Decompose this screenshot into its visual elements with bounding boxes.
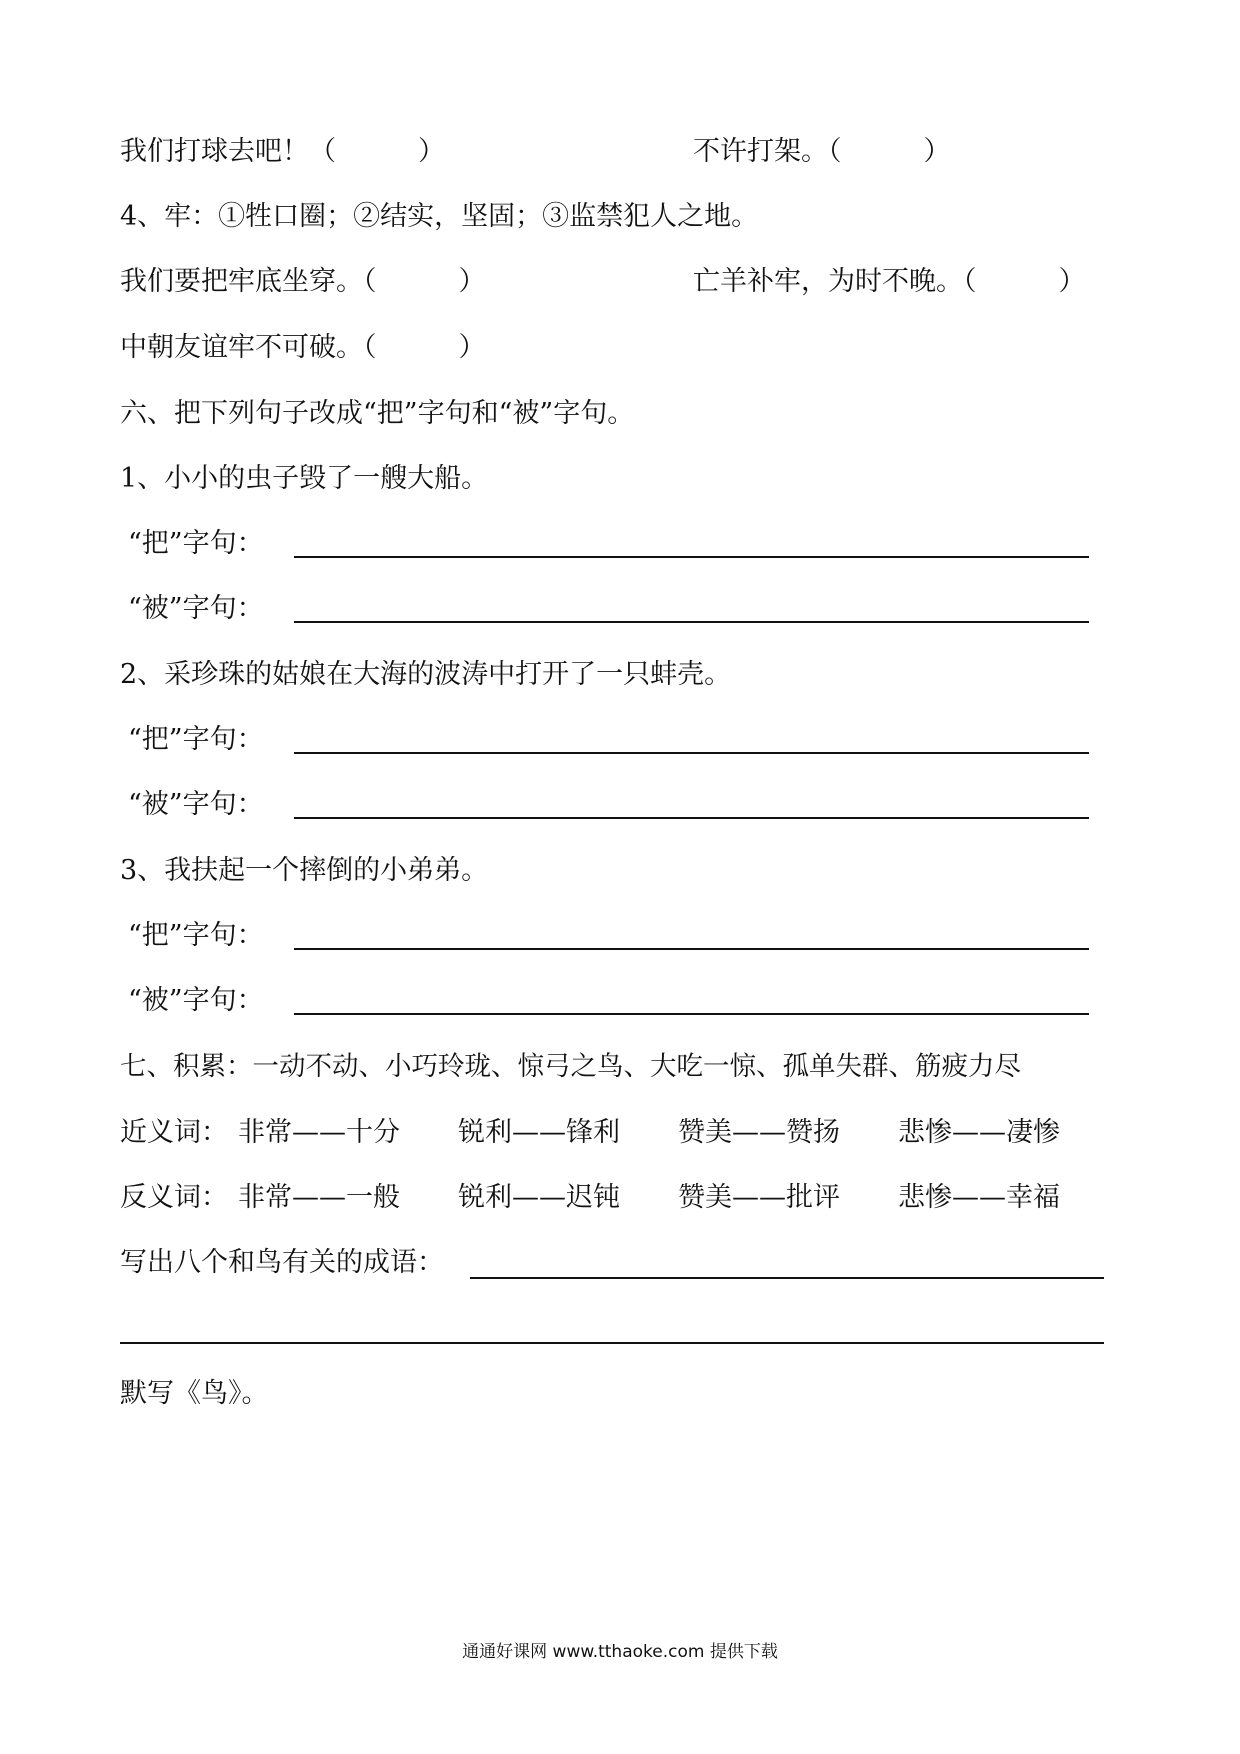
q3-right-text: 不许打架。（ (693, 136, 842, 167)
s6-item3-sentence: 3、我扶起一个摔倒的小弟弟。 (120, 855, 489, 886)
q4-row1-right (693, 264, 1086, 300)
footer-credit: 通通好课网 www.tthaoke.com 提供下载 (462, 1642, 778, 1662)
synonym-pair: 赞美——赞扬 (678, 1117, 840, 1148)
antonym-pair: 赞美——批评 (678, 1182, 840, 1213)
s6-item3-bei-label: “被”字句： (128, 985, 264, 1016)
section6-heading: 六、把下列句子改成“把”字句和“被”字句。 (120, 398, 635, 429)
q4-row1-right-text: 亡羊补牢，为时不晚。（ (693, 266, 977, 297)
q3-right-close: ） (923, 136, 951, 167)
q3-left-close: ） (418, 136, 445, 167)
q4-row2-left-text: 中朝友谊牢不可破。（ (120, 332, 377, 363)
q4-row1-left (120, 264, 486, 300)
s6-item2-ba-label: “把”字句： (128, 724, 264, 755)
s6-item2-bei-label: “被”字句： (128, 789, 264, 820)
q4-row1-left-close: ） (458, 266, 486, 297)
s6-item1-ba-label: “把”字句： (128, 528, 264, 559)
q4-row1-left-text: 我们要把牢底坐穿。（ (120, 266, 377, 297)
antonym-pair: 锐利——迟钝 (458, 1182, 620, 1213)
s6-item2-bei-answer-line[interactable] (294, 817, 1089, 819)
q4-row2-left-close: ） (458, 332, 486, 363)
synonym-pair: 悲惨——凄惨 (898, 1117, 1060, 1148)
antonym-pair: 悲惨——幸福 (898, 1182, 1060, 1213)
antonyms-row (120, 1180, 228, 1216)
antonyms-label: 反义词： (120, 1182, 228, 1213)
s6-item3-bei-answer-line[interactable] (294, 1013, 1089, 1015)
s6-item2-sentence: 2、采珍珠的姑娘在大海的波涛中打开了一只蚌壳。 (120, 659, 732, 690)
s6-item1-bei-answer-line[interactable] (294, 621, 1089, 623)
s6-item3-ba-answer-line[interactable] (294, 948, 1089, 950)
q4-heading: 4、牢：①牲口圈；②结实，坚固；③监禁犯人之地。 (120, 201, 759, 232)
synonym-pair: 非常——十分 (238, 1117, 400, 1148)
idioms-answer-line-2[interactable] (120, 1342, 1104, 1344)
s6-item2-ba-answer-line[interactable] (294, 752, 1089, 754)
synonym-pair: 锐利——锋利 (458, 1117, 620, 1148)
section7-heading: 七、积累：一动不动、小巧玲珑、惊弓之鸟、大吃一惊、孤单失群、筋疲力尽 (120, 1051, 1021, 1082)
s6-item1-bei-label: “被”字句： (128, 593, 264, 624)
synonyms-label: 近义词： (120, 1117, 228, 1148)
idioms-prompt: 写出八个和鸟有关的成语： (120, 1247, 444, 1278)
q4-row2-left (120, 330, 486, 366)
s6-item3-ba-label: “把”字句： (128, 920, 264, 951)
synonyms-row (120, 1115, 228, 1151)
q4-row1-right-close: ） (1058, 266, 1086, 297)
s6-item1-ba-answer-line[interactable] (294, 556, 1089, 558)
antonym-pair: 非常——一般 (238, 1182, 400, 1213)
s6-item1-sentence: 1、小小的虫子毁了一艘大船。 (120, 463, 489, 494)
dictation-prompt: 默写《鸟》。 (120, 1378, 269, 1409)
q3-sentence-left (120, 134, 445, 170)
idioms-answer-line-1[interactable] (470, 1277, 1104, 1279)
q3-sentence-right (693, 134, 951, 170)
q3-left-text: 我们打球去吧！（ (120, 136, 336, 167)
